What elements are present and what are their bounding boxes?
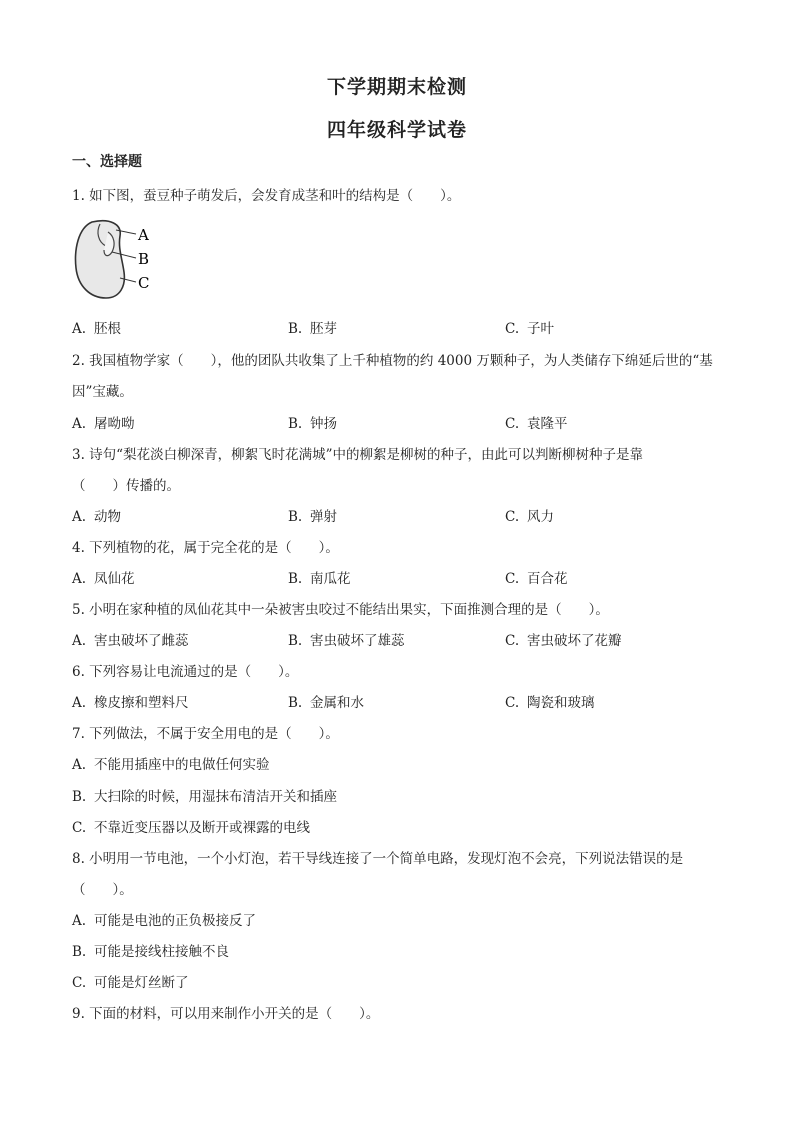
question-2-option-c: C. 袁隆平: [505, 416, 568, 432]
question-6-option-b: B. 金属和水: [288, 695, 364, 711]
question-8-option-a: A. 可能是电池的正负极接反了: [72, 913, 256, 929]
question-8-option-b: B. 可能是接线柱接触不良: [72, 944, 229, 960]
exam-subtitle: 四年级科学试卷: [326, 119, 467, 141]
question-7-option-a: A. 不能用插座中的电做任何实验: [72, 757, 270, 773]
question-5-text: 5. 小明在家种植的凤仙花其中一朵被害虫咬过不能结出果实，下面推测合理的是（ ）。: [72, 602, 609, 618]
question-2-option-a: A. 屠呦呦: [72, 416, 135, 432]
broad-bean-seed-diagram: [70, 214, 160, 302]
section-heading-choice: 一、选择题: [72, 154, 142, 170]
question-3-option-a: A. 动物: [72, 509, 121, 525]
question-5-option-b: B. 害虫破坏了雄蕊: [288, 633, 405, 649]
question-3-option-c: C. 风力: [505, 509, 554, 525]
question-7-option-c: C. 不靠近变压器以及断开或裸露的电线: [72, 820, 310, 836]
question-5-option-a: A. 害虫破坏了雌蕊: [72, 633, 189, 649]
question-2-text-line-2: 因”宝藏。: [72, 384, 133, 400]
question-5-option-c: C. 害虫破坏了花瓣: [505, 633, 622, 649]
question-4-text: 4. 下列植物的花，属于完全花的是（ ）。: [72, 540, 339, 556]
question-7-option-b: B. 大扫除的时候，用湿抹布清洁开关和插座: [72, 789, 337, 805]
figure-label-b: B: [138, 250, 150, 268]
question-1-option-b: B. 胚芽: [288, 321, 337, 337]
figure-label-a: A: [138, 226, 149, 244]
figure-label-c: C: [138, 274, 150, 292]
question-6-option-a: A. 橡皮擦和塑料尺: [72, 695, 189, 711]
question-6-option-c: C. 陶瓷和玻璃: [505, 695, 595, 711]
seed-diagram-svg: [70, 214, 160, 302]
question-2-text-line-1: 2. 我国植物学家（ ），他的团队共收集了上千种植物的约 4000 万颗种子，为人类储存下绵延后世的“基: [72, 353, 713, 369]
question-3-text-line-1: 3. 诗句“梨花淡白柳深青，柳絮飞时花满城”中的柳絮是柳树的种子，由此可以判断柳树种子是靠: [72, 447, 643, 463]
question-4-option-c: C. 百合花: [505, 571, 568, 587]
question-1-text: 1. 如下图，蚕豆种子萌发后，会发育成茎和叶的结构是（ ）。: [72, 188, 461, 204]
question-1-option-a: A. 胚根: [72, 321, 121, 337]
exam-title: 下学期期末检测: [326, 76, 467, 98]
question-6-text: 6. 下列容易让电流通过的是（ ）。: [72, 664, 299, 680]
question-2-option-b: B. 钟扬: [288, 416, 337, 432]
question-3-text-line-2: （ ）传播的。: [72, 478, 180, 494]
question-1-option-c: C. 子叶: [505, 321, 554, 337]
question-4-option-b: B. 南瓜花: [288, 571, 351, 587]
question-8-text-line-1: 8. 小明用一节电池，一个小灯泡，若干导线连接了一个简单电路，发现灯泡不会亮，下列说法错误的是: [72, 851, 684, 867]
question-3-option-b: B. 弹射: [288, 509, 337, 525]
question-4-option-a: A. 凤仙花: [72, 571, 135, 587]
question-9-text: 9. 下面的材料，可以用来制作小开关的是（ ）。: [72, 1006, 380, 1022]
question-8-text-line-2: （ ）。: [72, 882, 133, 898]
seed-coat-outline: [76, 221, 125, 298]
question-8-option-c: C. 可能是灯丝断了: [72, 975, 189, 991]
question-7-text: 7. 下列做法，不属于安全用电的是（ ）。: [72, 726, 339, 742]
